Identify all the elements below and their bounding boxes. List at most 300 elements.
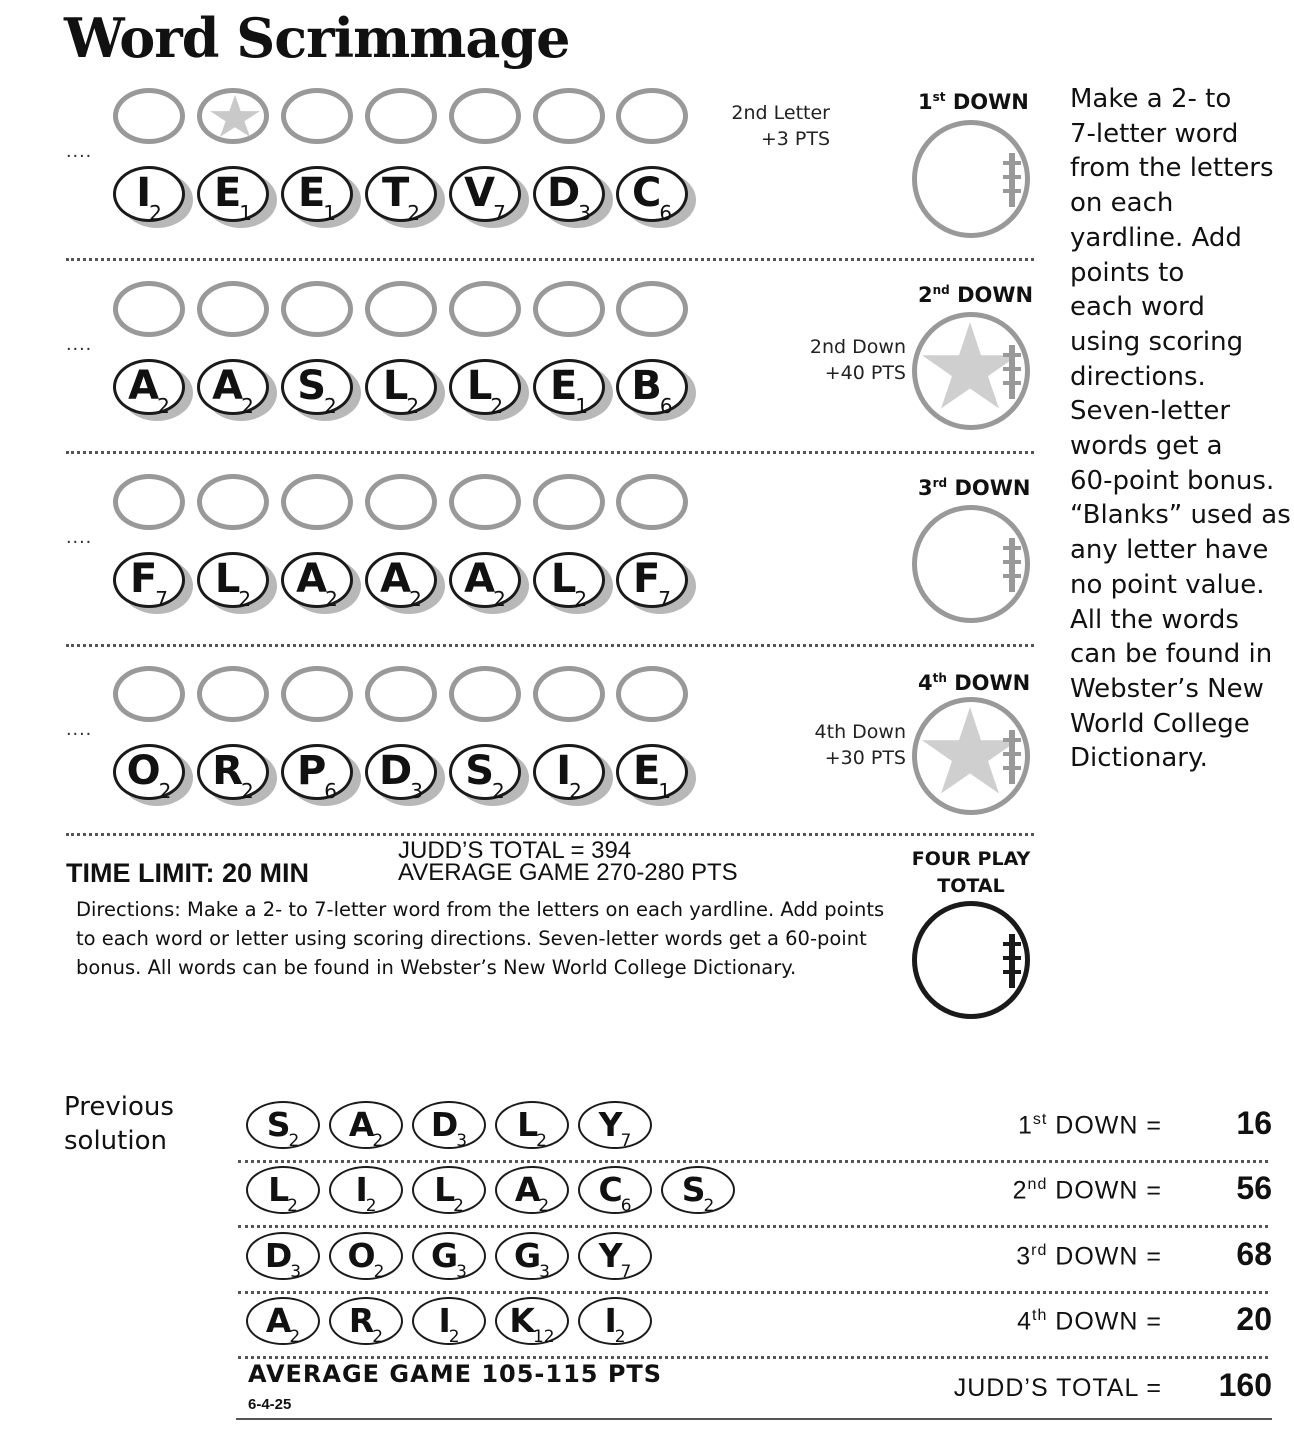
down-ordinal-suffix: th — [1032, 1307, 1048, 1324]
tile-points: 1 — [239, 201, 253, 225]
letter-tile[interactable] — [197, 552, 275, 610]
tile-face — [113, 166, 185, 225]
down-ordinal: 4 — [1017, 1307, 1032, 1336]
tile-points: 7 — [620, 1262, 632, 1282]
tile-letter: T — [381, 170, 410, 216]
tile-face — [365, 166, 437, 225]
tile-face — [533, 552, 605, 611]
answer-slot[interactable] — [616, 281, 688, 337]
tile-letter: I — [136, 170, 152, 216]
tile-letter: K — [509, 1301, 535, 1340]
tile-letter: A — [296, 556, 328, 602]
solution-down-score: 56 — [1236, 1170, 1272, 1206]
letter-tile[interactable] — [365, 166, 443, 224]
side-text-line: words get a — [1070, 431, 1223, 462]
tile-letter: P — [296, 748, 327, 794]
letter-tile[interactable] — [533, 552, 611, 610]
letter-tile[interactable] — [281, 552, 359, 610]
letter-tile[interactable] — [113, 359, 191, 417]
tile-letter: I — [556, 748, 572, 794]
answer-slot[interactable] — [616, 88, 688, 144]
yardline-divider — [66, 258, 1034, 261]
tile-face — [365, 552, 437, 611]
answer-slot[interactable] — [616, 474, 688, 530]
letter-tile[interactable] — [365, 552, 443, 610]
tile-points: 2 — [453, 1196, 464, 1216]
letter-tile[interactable] — [616, 552, 694, 610]
side-text-line: “Blanks” used as — [1070, 500, 1291, 531]
tile-face — [616, 166, 688, 225]
tile-face — [533, 744, 605, 803]
time-limit: TIME LIMIT: 20 MIN — [66, 858, 309, 888]
side-text-line: World College — [1070, 708, 1250, 739]
tile-points: 2 — [536, 1131, 547, 1151]
four-play-total-ball[interactable] — [912, 901, 1030, 1019]
tile-letter: D — [379, 748, 413, 794]
tile-face — [616, 359, 688, 418]
side-text-line: on each — [1070, 188, 1174, 219]
previous-line-1: Previous — [64, 1092, 174, 1122]
tile-letter: F — [632, 556, 661, 602]
tile-points: 1 — [575, 394, 589, 418]
tile-face — [281, 744, 353, 803]
answer-slot[interactable] — [533, 88, 605, 144]
football-laces-icon — [1009, 934, 1015, 988]
tile-letter: Y — [598, 1105, 623, 1144]
answer-slot[interactable] — [365, 88, 437, 144]
letter-tile[interactable] — [616, 744, 694, 802]
letter-tile[interactable] — [449, 552, 527, 610]
answer-slot[interactable] — [616, 666, 688, 722]
previous-solution-label — [64, 1090, 174, 1158]
tile-letter: I — [438, 1301, 451, 1340]
tile-letter: S — [465, 748, 495, 794]
tile-face — [113, 552, 185, 611]
tile-letter: L — [517, 1105, 539, 1144]
down-label — [918, 476, 1030, 500]
answer-slot[interactable] — [197, 474, 269, 530]
tile-letter: C — [631, 170, 662, 216]
bonus-line: 2nd Letter — [731, 102, 830, 124]
football-score-ball[interactable] — [912, 120, 1030, 238]
answer-slot[interactable] — [197, 666, 269, 722]
down-ordinal: 1 — [1017, 1111, 1033, 1140]
solution-judds-total: 160 — [1218, 1367, 1272, 1403]
yardline-ellipsis: .... — [66, 718, 93, 740]
solution-tile — [495, 1101, 569, 1149]
football-score-ball[interactable] — [912, 312, 1030, 430]
tile-face — [281, 359, 353, 418]
tile-face — [449, 552, 521, 611]
solution-average-game: AVERAGE GAME 105-115 PTS — [248, 1360, 663, 1388]
tile-points: 6 — [620, 1196, 632, 1216]
tile-letter: L — [550, 556, 577, 602]
solution-tile — [495, 1232, 569, 1280]
tile-letter: L — [466, 363, 493, 409]
down-ordinal: 4 — [918, 671, 933, 695]
down-ordinal-suffix: nd — [1027, 1176, 1048, 1193]
answer-slot[interactable] — [113, 474, 185, 530]
solution-judds-total-label: JUDD’S TOTAL = — [953, 1374, 1162, 1402]
answer-slot[interactable] — [365, 666, 437, 722]
down-word: DOWN — [954, 671, 1031, 695]
directions — [76, 895, 884, 982]
down-ordinal-suffix: nd — [932, 283, 950, 297]
tile-letter: S — [681, 1170, 706, 1209]
down-ordinal-suffix: th — [932, 671, 947, 685]
judds-total: JUDD’S TOTAL = 394 — [398, 837, 632, 864]
down-word: DOWN = — [1055, 1307, 1162, 1336]
letter-tile[interactable] — [113, 744, 191, 802]
tile-letter: O — [347, 1236, 376, 1275]
tile-points: 2 — [373, 1262, 385, 1282]
down-label — [918, 90, 1029, 114]
tile-letter: L — [434, 1170, 456, 1209]
bonus-line: +3 PTS — [760, 128, 830, 150]
answer-slot[interactable] — [449, 88, 521, 144]
down-label — [918, 283, 1033, 307]
tile-points: 2 — [574, 587, 588, 611]
tile-points: 2 — [365, 1196, 377, 1216]
solution-down-label — [930, 1176, 1162, 1205]
letter-tile[interactable] — [533, 166, 611, 224]
tile-face — [113, 359, 185, 418]
side-text-line: 7-letter word — [1070, 118, 1239, 149]
tile-letter: A — [464, 556, 496, 602]
tile-points: 2 — [288, 1131, 300, 1151]
tile-letter: A — [348, 1105, 375, 1144]
solution-tile — [495, 1297, 569, 1345]
solution-tile — [495, 1166, 569, 1214]
solution-tile — [578, 1166, 652, 1214]
answer-slot[interactable] — [197, 281, 269, 337]
down-word: DOWN — [957, 283, 1034, 307]
side-text-line: can be found in — [1070, 639, 1273, 670]
solution-tile — [329, 1297, 403, 1345]
tile-points: 2 — [614, 1327, 626, 1347]
tile-letter: A — [265, 1301, 292, 1340]
tile-letter: A — [212, 363, 244, 409]
tile-letter: S — [266, 1105, 291, 1144]
down-word: DOWN = — [1055, 1176, 1162, 1205]
down-ordinal-suffix: st — [932, 90, 946, 104]
side-text-line: All the words — [1070, 604, 1239, 635]
down-word: DOWN = — [1055, 1111, 1162, 1140]
yardline-ellipsis: .... — [66, 333, 93, 355]
letter-tile[interactable] — [281, 359, 359, 417]
tile-points: 2 — [289, 1327, 301, 1347]
side-text-line: each word — [1070, 292, 1205, 323]
tile-letter: A — [514, 1170, 541, 1209]
answer-slot[interactable] — [449, 281, 521, 337]
letter-tile[interactable] — [113, 552, 191, 610]
down-ordinal-suffix: rd — [932, 476, 948, 490]
down-ordinal: 3 — [1016, 1242, 1032, 1271]
tile-points: 2 — [448, 1327, 460, 1347]
answer-slot[interactable] — [281, 88, 353, 144]
side-text-line: Seven-letter — [1070, 396, 1231, 427]
solution-divider — [238, 1160, 1268, 1163]
down-word: DOWN — [954, 476, 1031, 500]
tile-points: 2 — [493, 587, 506, 611]
tile-points: 2 — [490, 394, 504, 418]
tile-face — [197, 359, 269, 418]
tile-face — [533, 166, 605, 225]
answer-slot[interactable] — [281, 666, 353, 722]
tile-points: 1 — [658, 779, 672, 803]
down-ordinal: 3 — [918, 476, 933, 500]
bonus-line: +40 PTS — [824, 362, 906, 384]
tile-letter: E — [297, 170, 326, 216]
solution-tile — [412, 1101, 486, 1149]
tile-points: 2 — [157, 394, 170, 418]
football-score-ball[interactable] — [912, 505, 1030, 623]
tile-points: 2 — [324, 394, 337, 418]
tile-points: 2 — [569, 779, 582, 803]
tile-letter: C — [598, 1170, 623, 1209]
tile-letter: I — [355, 1170, 368, 1209]
tile-letter: D — [547, 170, 581, 216]
solution-down-score: 68 — [1236, 1236, 1272, 1272]
tile-points: 7 — [620, 1131, 632, 1151]
tile-letter: B — [631, 363, 662, 409]
previous-line-2: solution — [64, 1126, 167, 1156]
tile-letter: E — [549, 363, 578, 409]
tile-points: 6 — [659, 201, 673, 225]
football-laces-icon — [1009, 538, 1015, 592]
side-text-line: no point value. — [1070, 569, 1265, 600]
tile-points: 2 — [241, 394, 254, 418]
tile-face — [281, 552, 353, 611]
solution-tile — [246, 1232, 320, 1280]
tile-letter: L — [382, 363, 409, 409]
solution-tile — [578, 1101, 652, 1149]
tile-face — [281, 166, 353, 225]
directions-line: to each word or letter using scoring directions. Seven-letter words get a 60-point — [76, 927, 867, 950]
tile-points: 2 — [703, 1196, 715, 1216]
directions-line: bonus. All words can be found in Webster’s New World College Dictionary. — [76, 956, 797, 979]
letter-tile[interactable] — [197, 166, 275, 224]
solution-tile — [578, 1232, 652, 1280]
tile-points: 6 — [659, 394, 673, 418]
down-ordinal-suffix: rd — [1031, 1242, 1048, 1259]
tile-face — [449, 744, 521, 803]
yardline-divider — [66, 451, 1034, 454]
solution-divider — [238, 1356, 1268, 1359]
down-ordinal: 2 — [1012, 1176, 1028, 1205]
tile-letter: A — [128, 363, 160, 409]
side-text-line: points to — [1070, 257, 1185, 288]
letter-tile[interactable] — [616, 359, 694, 417]
bonus-note — [770, 334, 906, 386]
solution-tile — [329, 1101, 403, 1149]
directions-line: Directions: Make a 2- to 7-letter word from the letters on each yardline. Add points — [76, 898, 885, 921]
football-laces-icon — [1009, 345, 1015, 399]
tile-points: 2 — [325, 587, 338, 611]
tile-face — [449, 359, 521, 418]
solution-tile — [246, 1166, 320, 1214]
tile-points: 7 — [493, 201, 506, 225]
four-play-line-2: TOTAL — [937, 875, 1005, 897]
tile-letter: L — [214, 556, 241, 602]
answer-slot[interactable] — [197, 88, 269, 144]
letter-tile[interactable] — [449, 359, 527, 417]
answer-slot[interactable] — [533, 474, 605, 530]
average-game: AVERAGE GAME 270-280 PTS — [398, 859, 738, 886]
tile-points: 2 — [406, 394, 420, 418]
tile-face — [616, 744, 688, 803]
tile-letter: Y — [598, 1236, 623, 1275]
tile-face — [533, 359, 605, 418]
football-score-ball[interactable] — [912, 697, 1030, 815]
tile-letter: D — [264, 1236, 293, 1275]
answer-slot[interactable] — [113, 88, 185, 144]
side-text-line: from the letters — [1070, 153, 1274, 184]
solution-down-score: 20 — [1236, 1301, 1272, 1337]
answer-slot[interactable] — [365, 281, 437, 337]
tile-letter: V — [464, 170, 496, 216]
letter-tile[interactable] — [533, 744, 611, 802]
tile-points: 2 — [372, 1131, 384, 1151]
side-text-line: directions. — [1070, 361, 1206, 392]
letter-tile[interactable] — [449, 744, 527, 802]
bottom-rule — [236, 1418, 1272, 1420]
four-play-total-label — [902, 846, 1040, 900]
letter-tile[interactable] — [365, 744, 443, 802]
answer-slot[interactable] — [113, 666, 185, 722]
letter-tile[interactable] — [197, 359, 275, 417]
tile-face — [449, 166, 521, 225]
tile-letter: L — [268, 1170, 290, 1209]
tile-face — [365, 744, 437, 803]
answer-slot[interactable] — [533, 281, 605, 337]
bonus-line: +30 PTS — [824, 747, 906, 769]
tile-letter: R — [212, 748, 244, 794]
side-text-line: 60-point bonus. — [1070, 465, 1275, 496]
tile-letter: O — [126, 748, 161, 794]
solution-tile — [329, 1232, 403, 1280]
yardline-divider — [66, 833, 1034, 836]
tile-points: 2 — [492, 779, 505, 803]
tile-points: 3 — [539, 1262, 550, 1282]
answer-slot[interactable] — [281, 474, 353, 530]
down-ordinal: 1 — [918, 90, 933, 114]
answer-slot[interactable] — [449, 666, 521, 722]
letter-tile[interactable] — [533, 359, 611, 417]
tile-points: 6 — [324, 779, 338, 803]
down-ordinal: 2 — [918, 283, 933, 307]
solution-tile — [661, 1166, 735, 1214]
tile-face — [197, 166, 269, 225]
answer-slot[interactable] — [281, 281, 353, 337]
letter-tile[interactable] — [365, 359, 443, 417]
side-instructions — [1070, 82, 1292, 776]
tile-points: 1 — [323, 201, 337, 225]
yardline-divider — [66, 644, 1034, 647]
letter-tile[interactable] — [113, 166, 191, 224]
tile-points: 2 — [409, 587, 422, 611]
football-laces-icon — [1009, 153, 1015, 207]
letter-tile[interactable] — [281, 166, 359, 224]
solution-tile — [246, 1297, 320, 1345]
tile-letter: R — [348, 1301, 375, 1340]
yardline-ellipsis: .... — [66, 526, 93, 548]
tile-letter: G — [431, 1236, 459, 1275]
bonus-line: 2nd Down — [809, 336, 906, 358]
answer-slot[interactable] — [533, 666, 605, 722]
yardline-ellipsis: .... — [66, 140, 93, 162]
solution-tile — [246, 1101, 320, 1149]
tile-letter: G — [514, 1236, 542, 1275]
letter-tile[interactable] — [449, 166, 527, 224]
letter-tile[interactable] — [616, 166, 694, 224]
tile-points: 3 — [290, 1262, 302, 1282]
tile-letter: E — [213, 170, 242, 216]
tile-points: 12 — [532, 1327, 555, 1347]
solution-down-score: 16 — [1236, 1105, 1272, 1141]
tile-letter: A — [380, 556, 412, 602]
tile-letter: F — [129, 556, 158, 602]
tile-points: 2 — [538, 1196, 550, 1216]
page-title: Word Scrimmage — [64, 6, 570, 70]
bonus-note — [770, 719, 906, 771]
side-text-line: Webster’s New — [1070, 673, 1264, 704]
down-label — [918, 671, 1030, 695]
tile-points: 3 — [456, 1262, 467, 1282]
answer-slot[interactable] — [113, 281, 185, 337]
bonus-note — [700, 100, 830, 152]
tile-points: 2 — [407, 201, 421, 225]
down-word: DOWN — [952, 90, 1029, 114]
tile-points: 2 — [241, 779, 254, 803]
tile-points: 7 — [658, 587, 672, 611]
tile-points: 2 — [287, 1196, 298, 1216]
solution-divider — [238, 1225, 1268, 1228]
down-ordinal-suffix: st — [1032, 1111, 1048, 1128]
answer-slot[interactable] — [365, 474, 437, 530]
judds-total-block — [398, 837, 738, 886]
side-text-line: yardline. Add — [1070, 222, 1242, 253]
tile-letter: D — [430, 1105, 459, 1144]
solution-tile — [412, 1297, 486, 1345]
tile-face — [365, 359, 437, 418]
down-word: DOWN = — [1055, 1242, 1162, 1271]
tile-letter: E — [632, 748, 661, 794]
solution-divider — [238, 1291, 1268, 1294]
side-text-line: using scoring — [1070, 326, 1244, 357]
answer-slot[interactable] — [449, 474, 521, 530]
solution-tile — [412, 1166, 486, 1214]
letter-tile[interactable] — [197, 744, 275, 802]
side-text-line: Make a 2- to — [1070, 84, 1232, 114]
solution-tile — [578, 1297, 652, 1345]
letter-tile[interactable] — [281, 744, 359, 802]
side-text-line: Dictionary. — [1070, 743, 1208, 774]
tile-letter: S — [297, 363, 327, 409]
tile-letter: I — [604, 1301, 617, 1340]
solution-tile — [329, 1166, 403, 1214]
football-laces-icon — [1009, 730, 1015, 784]
tile-face — [197, 552, 269, 611]
tile-points: 7 — [155, 587, 169, 611]
bonus-line: 4th Down — [814, 721, 906, 743]
tile-points: 2 — [372, 1327, 384, 1347]
solution-tile — [412, 1232, 486, 1280]
tile-points: 2 — [158, 779, 172, 803]
tile-face — [616, 552, 688, 611]
tile-points: 3 — [410, 779, 423, 803]
tile-points: 2 — [238, 587, 252, 611]
